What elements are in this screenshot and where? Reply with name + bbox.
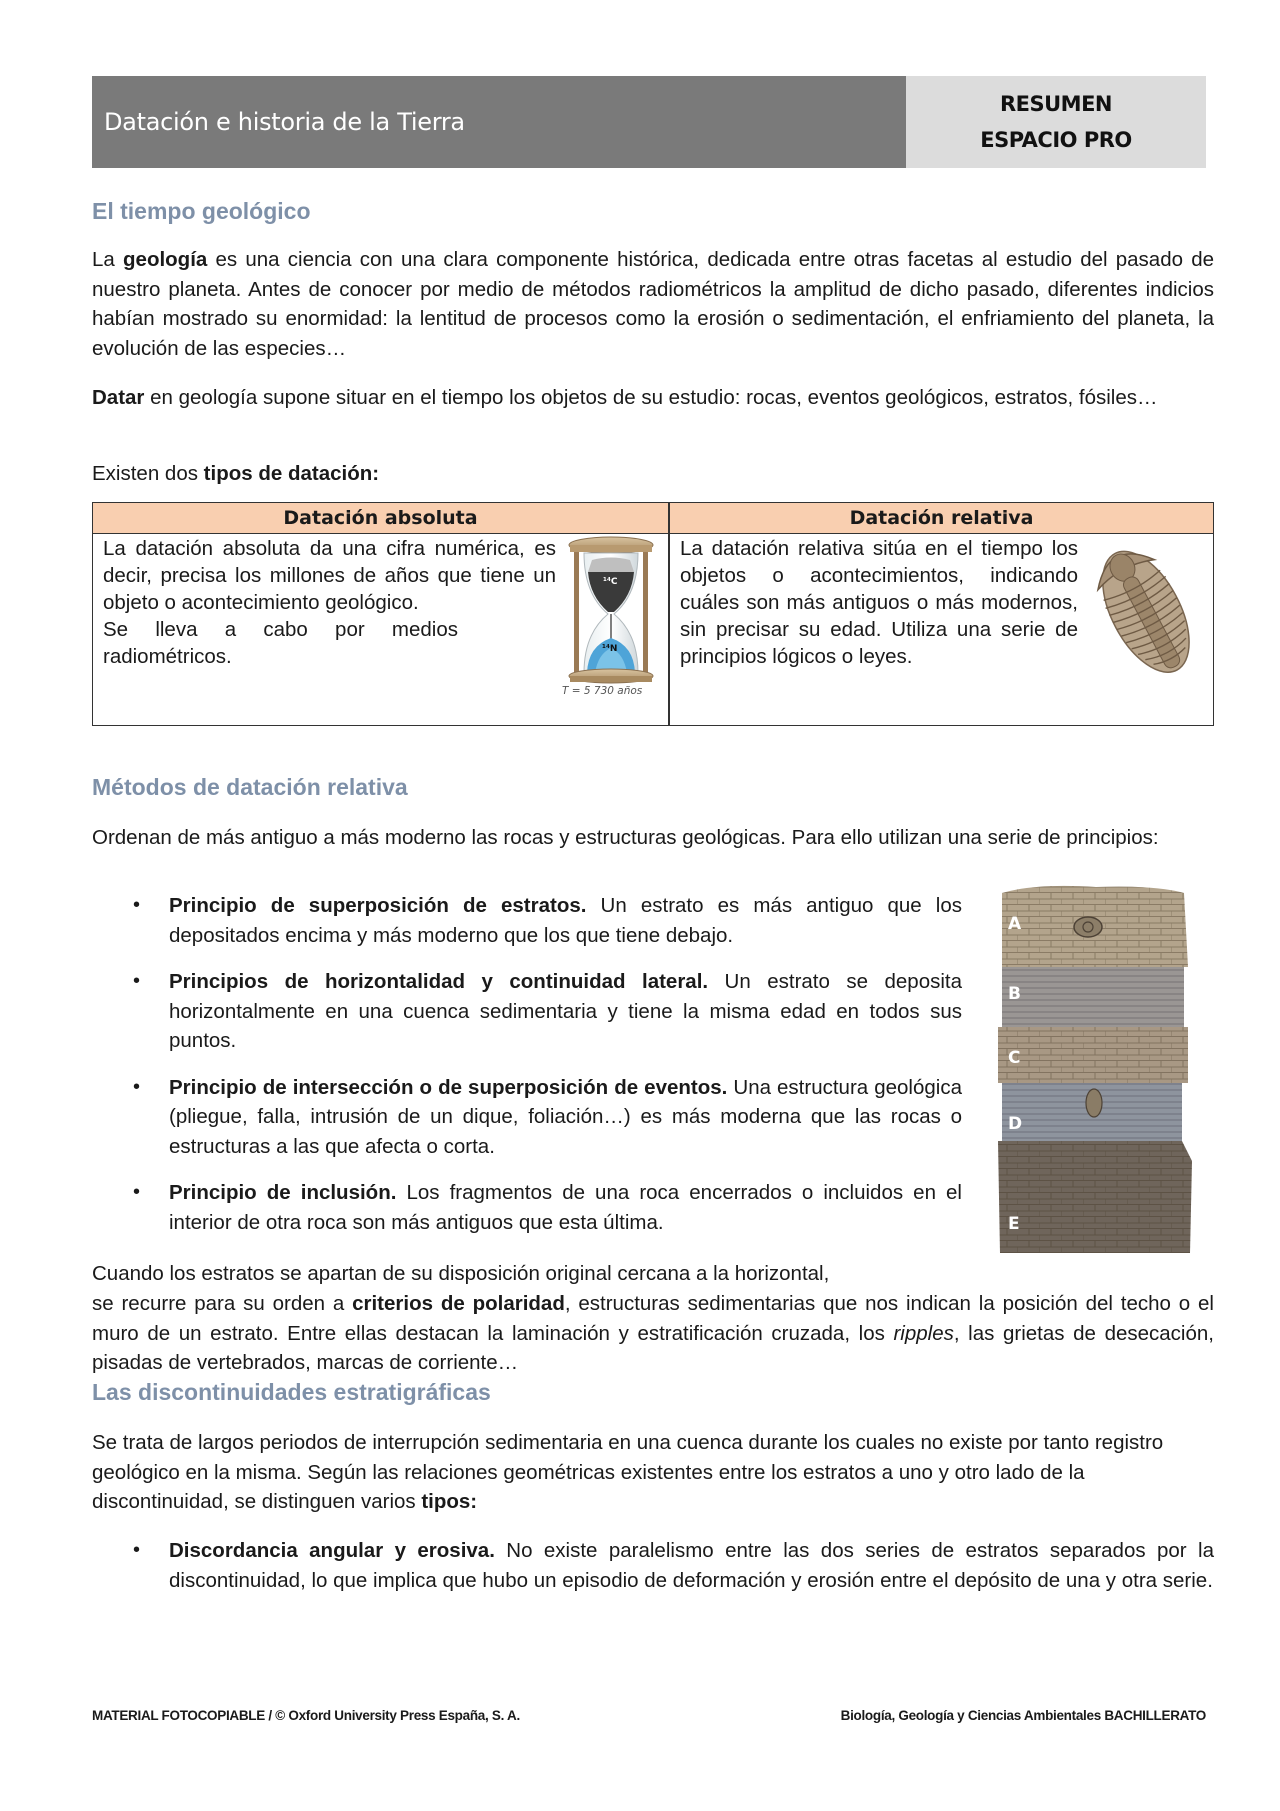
discontinuity-types-list xyxy=(92,1536,1214,1595)
bullet-title: Principio de superposición de estratos. xyxy=(169,894,587,917)
hourglass-icon xyxy=(558,536,664,696)
bold-term: geología xyxy=(123,248,208,271)
strata-label-d: D xyxy=(1008,1114,1023,1134)
section-heading-metodos: Métodos de datación relativa xyxy=(92,774,408,800)
text: Existen dos xyxy=(92,462,204,485)
bullet-icon: • xyxy=(133,894,141,916)
bullet-text: No existe paralelismo entre las dos series de estratos separados por la discontinuidad, lo que implica que hubo un episodio de deformación y erosión entre el depósito de una y otra serie. xyxy=(169,1539,1214,1592)
page xyxy=(92,76,1215,1592)
bold-term: criterios de polaridad xyxy=(352,1292,565,1315)
text: La xyxy=(92,248,124,271)
principles-list xyxy=(92,891,962,1237)
absoluta-method: Se lleva a cabo por medios radiométricos. xyxy=(103,618,458,668)
paragraph-geologia xyxy=(92,245,1214,363)
bullet-text: Un estrato es más antiguo que los depositados encima y más moderno que los que tiene debajo. xyxy=(169,894,962,947)
bullet-icon: • xyxy=(133,1539,141,1561)
strata-label-a: A xyxy=(1008,914,1022,934)
footer-copyright: MATERIAL FOTOCOPIABLE / © Oxford University Press España, S. A. xyxy=(92,1708,520,1723)
strata-label-e: E xyxy=(1008,1214,1020,1234)
text: se recurre para su orden a xyxy=(92,1292,353,1315)
table-header-row xyxy=(93,503,1213,534)
bullet-text: Un estrato se deposita horizontalmente en una cuenca sedimentaria y tiene la misma edad en todos sus puntos. xyxy=(169,970,962,1052)
paragraph-polaridad-line1: Cuando los estratos se apartan de su disposición original cercana a la horizontal, xyxy=(92,1262,830,1285)
header-badge xyxy=(906,76,1206,168)
bold-term: Datar xyxy=(92,386,145,409)
absoluta-definition: La datación absoluta da una cifra numérica, es decir, precisa los millones de años que tiene un objeto o acontecimiento geológico. xyxy=(103,537,556,614)
bold-term: tipos de datación: xyxy=(203,462,380,485)
page-header xyxy=(92,76,1214,168)
bullet-text: Una estructura geológica (pliegue, falla, intrusión de un dique, foliación…) es más moderna que las rocas o estructuras a las que afecta o corta. xyxy=(169,1075,962,1158)
bold-term: tipos: xyxy=(421,1490,478,1513)
text: , las grietas de desecación, pisadas de vertebrados, marcas de corriente… xyxy=(92,1321,1214,1374)
section-heading-discontinuidades: Las discontinuidades estratigráficas xyxy=(92,1379,491,1405)
bullet-title: Principios de horizontalidad y continuidad lateral. xyxy=(169,970,709,993)
list-item xyxy=(92,891,962,950)
strata-diagram xyxy=(996,881,1196,1256)
table-divider xyxy=(668,503,670,725)
paragraph-tipos xyxy=(92,459,1214,489)
list-item xyxy=(92,967,962,1056)
paragraph-discontinuidades xyxy=(92,1428,1214,1517)
bullet-icon: • xyxy=(133,970,141,992)
text: Se trata de largos periodos de interrupción sedimentaria en una cuenca durante los cuales no existe por tanto registro geológico en la misma. Según las relaciones geométricas existentes entre los estratos a uno y otro lado de la discontinuidad, se distinguen varios xyxy=(92,1431,1164,1513)
italic-term: ripples xyxy=(893,1321,954,1345)
cell-absoluta-text xyxy=(103,535,556,670)
cell-relativa-text: La datación relativa sitúa en el tiempo los objetos o acontecimientos, indicando cuáles son más antiguos o más modernos, sin precisar su edad. Utiliza una serie de principios lógicos o leyes. xyxy=(680,537,1078,668)
hourglass-label-n14: ¹⁴N xyxy=(602,644,618,654)
text: es una ciencia con una clara componente histórica, dedicada entre otras facetas al estudio del pasado de nuestro planeta. Antes de conocer por medio de métodos radiométricos la amplitud de dicho pasado, diferentes indicios habían mostrado su enormidad: la lentitud de procesos como la erosión o sedimentación, el enfriamiento del planeta, la evolución de las especies… xyxy=(92,248,1215,360)
list-item xyxy=(92,1536,1214,1595)
trilobite-fossil-icon xyxy=(1083,530,1208,690)
bullet-title: Principio de inclusión. xyxy=(169,1181,397,1204)
list-item xyxy=(92,1178,962,1237)
page-footer xyxy=(92,1708,1206,1723)
bullet-title: Discordancia angular y erosiva. xyxy=(169,1539,495,1562)
hourglass-caption: T = 5 730 años xyxy=(562,685,643,696)
text: en geología supone situar en el tiempo los objetos de su estudio: rocas, eventos geológicos, estratos, fósiles… xyxy=(144,386,1158,409)
paragraph-datar xyxy=(92,383,1214,413)
table-header-relativa: Datación relativa xyxy=(849,507,1034,529)
list-item xyxy=(92,1073,962,1162)
page-title: Datación e historia de la Tierra xyxy=(92,76,906,168)
paragraph-metodos-intro: Ordenan de más antiguo a más moderno las rocas y estructuras geológicas. Para ello utilizan una serie de principios: xyxy=(92,826,1159,849)
section-heading-tiempo-geologico: El tiempo geológico xyxy=(92,198,311,224)
dating-types-table xyxy=(92,502,1214,726)
bullet-text: Los fragmentos de una roca encerrados o incluidos en el interior de otra roca son más antiguos que esta última. xyxy=(169,1181,962,1234)
strata-label-c: C xyxy=(1008,1048,1021,1068)
paragraph-polaridad xyxy=(92,1289,1214,1378)
table-header-absoluta: Datación absoluta xyxy=(283,507,478,529)
bullet-icon: • xyxy=(133,1181,141,1203)
bullet-title: Principio de intersección o de superposición de eventos. xyxy=(169,1075,728,1099)
header-badge-line1: RESUMEN xyxy=(999,92,1112,116)
bullet-icon: • xyxy=(133,1075,141,1098)
footer-course: Biología, Geología y Ciencias Ambientales BACHILLERATO xyxy=(840,1708,1206,1723)
header-badge-line2: ESPACIO PRO xyxy=(980,128,1132,152)
text: , estructuras sedimentarias que nos indican la posición del techo o el muro de un estrato. Entre ellas destacan la laminación y estratificación cruzada, los xyxy=(92,1292,1214,1345)
strata-label-b: B xyxy=(1008,984,1021,1004)
hourglass-label-c14: ¹⁴C xyxy=(603,577,618,587)
